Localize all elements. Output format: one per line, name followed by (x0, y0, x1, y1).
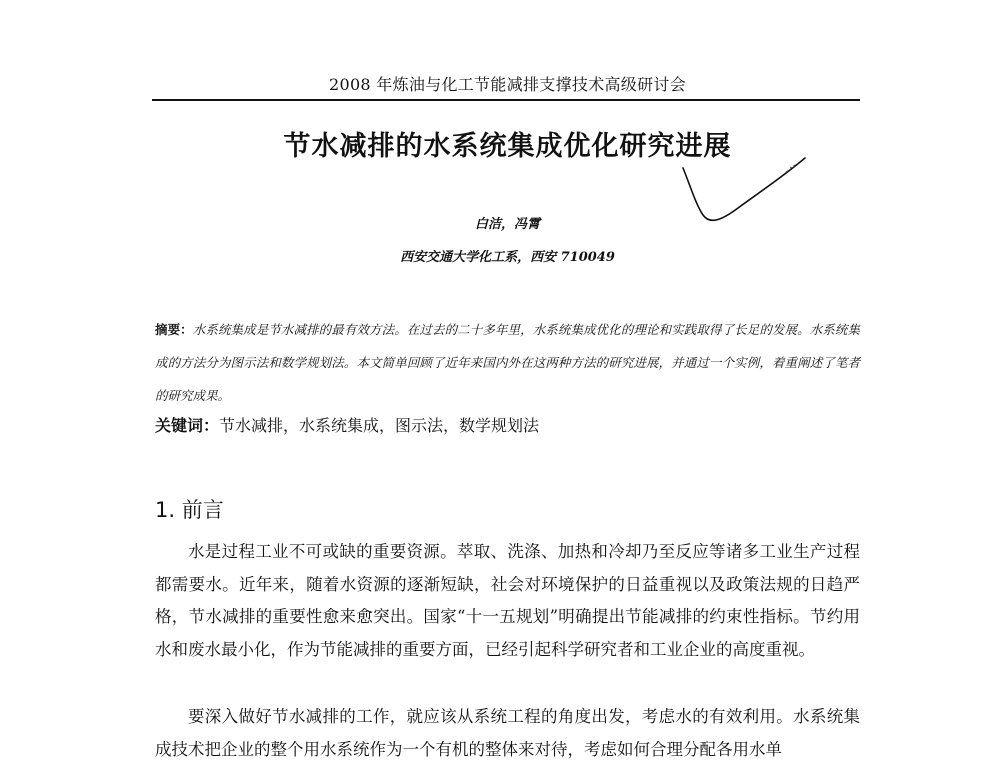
author-list: 白洁，冯霄 (474, 217, 540, 232)
body-paragraph: 要深入做好节水减排的工作，就应该从系统工程的角度出发，考虑水的有效利用。水系统集成技术把企业的整个用水系统作为一个有机的整体来对待，考虑如何合理分配各用水单 (155, 707, 860, 759)
body-paragraph: 水是过程工业不可或缺的重要资源。萃取、洗涤、加热和冷却乃至反应等诸多工业生产过程都需要水。近年来，随着水资源的逐渐短缺，社会对环境保护的日益重视以及政策法规的日趋严格，节水减排的重要性愈来愈突出。国家“十一五规划”明确提出节能减排的约束性指标。节约用水和废水最小化，作为节能减排的重要方面，已经引起科学研究者和工业企业的高度重视。 (155, 542, 860, 659)
paper-title: 节水减排的水系统集成优化研究进展 (283, 131, 732, 162)
abstract-label: 摘要： (155, 322, 193, 337)
section-heading: 1. 前言 (155, 498, 224, 522)
abstract-text: 水系统集成是节水减排的最有效方法。在过去的二十多年里，水系统集成优化的理论和实践取得了长足的发展。水系统集成的方法分为图示法和数学规划法。本文简单回顾了近年来国内外在这两种方法的研究进展，并通过一个实例，着重阐述了笔者的研究成果。 (155, 322, 860, 403)
header-rule (152, 99, 860, 101)
keywords-text: 节水减排，水系统集成，图示法，数学规划法 (219, 416, 540, 435)
affiliation: 西安交通大学化工系，西安 710049 (400, 250, 615, 265)
keywords (155, 413, 860, 436)
keywords-label: 关键词： (155, 416, 220, 435)
running-header: 2008 年炼油与化工节能减排支撑技术高级研讨会 (328, 75, 686, 94)
abstract (155, 313, 860, 412)
